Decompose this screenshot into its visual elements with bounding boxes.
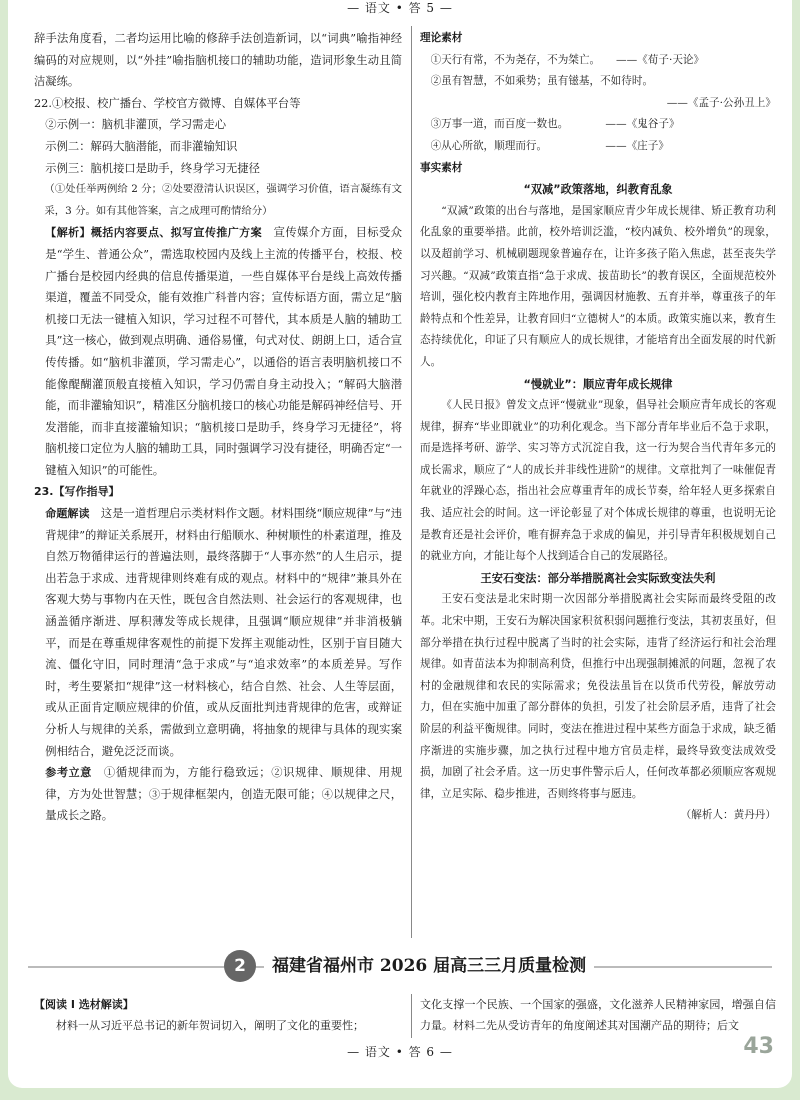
section-2-banner <box>8 944 792 990</box>
fact-2-text: 《人民日报》曾发文点评“慢就业”现象，倡导社会顺应青年成长的客观规律，摒弃“毕业即就业”的功利化观念。当下部分青年毕业后不急于求职，而是选择考研、游学、实习等方式沉淀自我，这一行为契合当代青年多元的成长需求，顺应了“人的成长并非线性进阶”的规律。文章批判了一味催促青年就业的浮躁心态，指出社会应尊重青年的成长节奏，给年轻人更多探索自我、适应社会的时间。这一评论彰显了对个体成长规律的尊重，也说明无论是教育还是社会评价，唯有摒弃急于求成的偏见，并引导青年积极规划自己的就业方向，才能让每个人找到适合自己的发展路径。 <box>420 399 776 563</box>
theory-quote-1: ①天行有常，不为尧存，不为桀亡。 ——《荀子·天论》 <box>430 53 705 66</box>
theme-text: 这是一道哲理启示类材料作文题。材料围绕“顺应规律”与“违背规律”的辩证关系展开，材料由行船顺水、种树顺性的朴素道理，推及自然万物循律运行的普遍法则，最终落脚于“人事亦然”的人生启示，提出若急于求成、违背规律则终难有成的观点。材料中的“规律”兼具外在客观大势与事物内在天性，既包含自然法则、社会运行的客观规律，也涵盖循序渐进、厚积薄发等成长规律，且强调“顺应规律”并非消极躺平，而是在尊重规律客观性的前提下发挥主观能动性，区别于盲目随大流、僵化守旧，同时理清“急于求成”与“追求效率”的本质差异。写作时，考生要紧扣“规律”这一材料核心，结合自然、社会、人生等层面，或从正面肯定顺应规律的价值，或从反面批判违背规律的危害，或辩证分析人与规律的关系，需做到立意明确，将抽象的规律与具体的现实案例相结合，避免泛泛而谈。 <box>45 507 402 758</box>
theme-label: 命题解读 <box>45 507 90 521</box>
q22-answer-media: 22.①校报、校广播台、学校官方微博、自媒体平台等 <box>34 96 301 110</box>
fact-1-text: “双减”政策的出台与落地，是国家顺应青少年成长规律、矫正教育功利化乱象的重要举措。此前，校外培训泛滥，“校内减负、校外增负”的现象，以及超前学习、机械刷题现象普遍存在，让许多孩子陷入焦虑，甚至丧失学习兴趣。“双减”政策直指“急于求成、拔苗助长”的教育误区，全面规范校外培训，强化校内教育主阵地作用，强调因材施教、五育并举，尊重孩子的年龄特点和个性差异，让教育回归“立德树人”的本质。政策实施以来，教育生态持续优化，印证了只有顺应人的成长规律，才能培育出全面发展的时代新人。 <box>420 204 776 368</box>
section-number-badge: 2 <box>224 950 256 982</box>
answer-page <box>8 0 792 1088</box>
reading-text-left: 材料一从习近平总书记的新年贺词切入，阐明了文化的重要性； <box>56 1019 364 1032</box>
left-column <box>34 28 402 938</box>
fact-heading: 事实素材 <box>420 161 463 174</box>
theory-quote-2: ②虽有智慧，不如乘势；虽有镃基，不如待时。 <box>430 75 654 88</box>
theory-quote-3: ③万事一道，而百度一数也。 ——《鬼谷子》 <box>430 118 680 131</box>
bottom-right-text <box>420 994 776 1036</box>
reference-text: ①循规律而为，方能行稳致远；②识规律、顺规律、用规律，方为处世智慧；③于规律框架内，创造无限可能；④以规律之尺，量成长之路。 <box>45 766 402 823</box>
fact-3-title: 王安石变法：部分举措脱离社会实际致变法失利 <box>480 571 716 585</box>
analysis-heading: 概括内容要点、拟写宣传推广方案 <box>90 226 262 240</box>
theory-quote-4: ④从心所欲，顺理而行。 ——《庄子》 <box>430 139 669 152</box>
intro-paragraph: 辞手法角度看，二者均运用比喻的修辞手法创造新词，以“词典”喻指神经编码的对应规则，以“外挂”喻指脑机接口的辅助功能，造词形象生动且简洁凝练。 <box>34 32 402 89</box>
q22-scoring-note: （①处任举两例给 2 分；②处要澄清认识误区，强调学习价值，语言凝练有文采，3 分。如有其他答案，言之成理可酌情给分） <box>44 183 402 217</box>
page-footer: — 语文 • 答 6 — <box>347 1045 453 1059</box>
page-number: 43 <box>743 1034 774 1059</box>
page-header: — 语文 • 答 5 — <box>347 1 453 15</box>
q23-reference <box>34 762 402 827</box>
reading-text-right: 文化支撑一个民族、一个国家的强盛，文化滋养人民精神家园，增强自信力量。材料二先从受访青年的角度阐述其对国潮产品的期待；后文 <box>420 998 776 1032</box>
fact-2-title: “慢就业”：顺应青年成长规律 <box>523 377 673 391</box>
section-title: 福建省福州市 2026 届高三三月质量检测 <box>264 950 594 982</box>
fact-1-title: “双减”政策落地，纠教育乱象 <box>523 183 673 197</box>
bottom-left-text <box>34 994 402 1036</box>
reading-label: 【阅读 Ⅰ 选材解读】 <box>34 998 134 1011</box>
analysis-text: 宣传媒介方面，目标受众是“学生、普通公众”，需选取校园内及线上主流的传播平台，校报、校广播台是校园内经典的信息传播渠道，一些自媒体平台是线上高效传播渠道，覆盖不同受众，能有效推广科普内容；宣传标语方面，需立足“脑机接口无法一键植入知识，学习过程不可替代，其本质是人脑的辅助工具”这一核心，做到观点明确、通俗易懂，句式对仗、朗朗上口，适合宣传传播。如“脑机非灌顶，学习需走心”，以通俗的语言表明脑机接口不能像醍醐灌顶般直接植入知识，学习仍需自身主动投入；“解码大脑潜能，而非灌输知识”，精准区分脑机接口的核心功能是解码神经信号、开发潜能，而非直接灌输知识；“脑机接口是助手，终身学习无捷径”，将脑机接口定位为人脑的辅助工具，同时强调学习没有捷径，明确否定“一键植入知识”的可能性。 <box>45 226 402 477</box>
theory-quote-2-source: ——《孟子·公孙丑上》 <box>666 96 776 109</box>
fact-3-text: 王安石变法是北宋时期一次因部分举措脱离社会实际而最终受阻的改革。北宋中期，王安石为解决国家积贫积弱问题推行变法，其初衷虽好，但部分举措在执行过程中脱离了当时的社会实际，违背了经济运行和社会治理规律。如青苗法本为抑制高利贷，但推行中出现强制摊派的问题，忽视了农村的金融规律和农民的实际需求；免役法虽旨在以货币代劳役，解放劳动力，但在实施中加重了部分群体的负担，引发了社会阶层矛盾，违背了社会阶层的利益平衡规律。同时，变法在推进过程中某些方面急于求成，缺乏循序渐进的实施步骤，加之执行过程中地方官员走样，最终导致变法成效受损，加剧了社会矛盾。这一历史事件警示后人，任何改革都必须顺应客观规律，立足实际、稳步推进，否则终将事与愿违。 <box>420 593 776 800</box>
reference-label: 参考立意 <box>45 766 92 780</box>
right-column <box>420 28 776 938</box>
q23-theme <box>34 503 402 762</box>
analyst-credit: （解析人：黄丹丹） <box>680 809 776 822</box>
analysis-label: 【解析】 <box>45 226 91 240</box>
column-divider <box>411 26 412 938</box>
q22-example-3: 示例三：脑机接口是助手，终身学习无捷径 <box>45 161 260 175</box>
theory-heading: 理论素材 <box>420 32 463 44</box>
q22-example-2: 示例二：解码大脑潜能，而非灌输知识 <box>45 139 238 153</box>
bottom-column-divider <box>411 994 412 1038</box>
q22-analysis <box>34 222 402 481</box>
q22-example-1: ②示例一：脑机非灌顶，学习需走心 <box>45 118 227 132</box>
q23-title: 23.【写作指导】 <box>34 485 120 499</box>
